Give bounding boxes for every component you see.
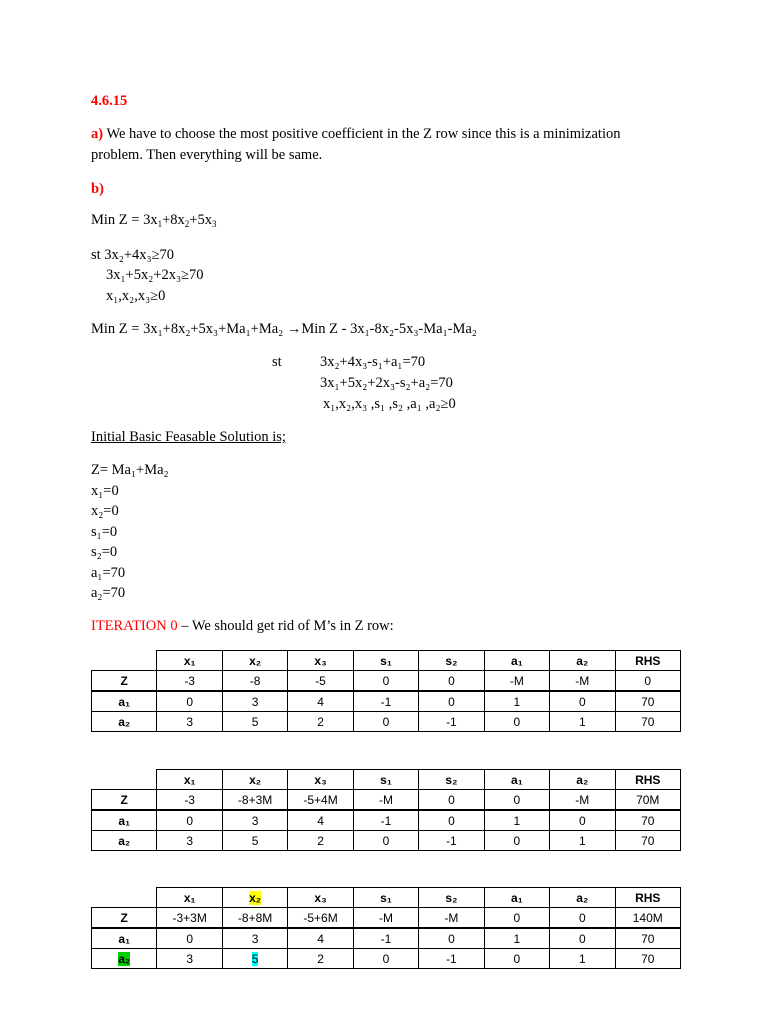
table-cell: 0 <box>419 691 484 712</box>
transformed-lhs: Min Z = 3x₁+8x₂+5x₃+Ma₁+Ma₂ <box>91 321 284 337</box>
table-cell: -8 <box>222 671 287 692</box>
table-cell: -1 <box>353 691 418 712</box>
table-cell: 0 <box>157 691 222 712</box>
row-label: a₂ <box>92 712 157 732</box>
row-label: a₁ <box>92 691 157 712</box>
simplex-table-3 <box>91 887 681 969</box>
constraint-1 <box>91 246 174 264</box>
corner-cell <box>92 888 157 908</box>
table-cell: 0 <box>157 810 222 831</box>
iteration-heading <box>91 617 394 635</box>
ibfs-title: Initial Basic Feasable Solution is; <box>91 429 286 445</box>
table-cell: -8+8M <box>222 908 287 929</box>
row-label: Z <box>92 790 157 811</box>
row-label: Z <box>92 671 157 692</box>
table-cell: 0 <box>419 790 484 811</box>
pivot-element-highlight: 5 <box>251 951 259 966</box>
simplex-table-2 <box>91 769 681 851</box>
table-cell: -3 <box>157 671 222 692</box>
table-header-row <box>92 888 681 908</box>
ibfs-value: s₂=0 <box>91 544 118 560</box>
objective-term1: Min Z = 3x <box>91 212 158 228</box>
table-cell: 0 <box>550 691 615 712</box>
table-cell: -3+3M <box>157 908 222 929</box>
table-cell: 1 <box>484 928 549 949</box>
table-cell: -1 <box>419 831 484 851</box>
table-cell: 3 <box>222 810 287 831</box>
col-header: x₁ <box>157 770 222 790</box>
table-cell: 0 <box>353 949 418 969</box>
arrow-icon: → <box>286 321 302 337</box>
corner-cell <box>92 651 157 671</box>
col-header: x₁ <box>157 651 222 671</box>
transformed-objective <box>91 320 477 338</box>
table-cell: 3 <box>157 949 222 969</box>
table-cell: 0 <box>419 671 484 692</box>
table-cell: 0 <box>157 928 222 949</box>
col-header: s₂ <box>419 770 484 790</box>
col-header: s₁ <box>353 651 418 671</box>
table-cell: 0 <box>484 712 549 732</box>
col-header: x₂ <box>222 651 287 671</box>
st-label: st <box>91 247 101 263</box>
table-row <box>92 712 681 732</box>
corner-cell <box>92 770 157 790</box>
table-cell: -M <box>550 671 615 692</box>
table-cell: 0 <box>550 928 615 949</box>
table-cell: -3 <box>157 790 222 811</box>
problem-number: 4.6.15 <box>91 93 128 109</box>
table-header-row <box>92 651 681 671</box>
table-cell: -M <box>419 908 484 929</box>
row-label: Z <box>92 908 157 929</box>
part-a-line1 <box>91 125 620 143</box>
iteration-text: – We should get rid of M’s in Z row: <box>177 618 394 634</box>
constraint-1-text: 3x₂+4x₃≥70 <box>104 247 175 263</box>
table-row <box>92 831 681 851</box>
part-b-label: b) <box>91 181 104 197</box>
table-cell-pivot <box>222 949 287 969</box>
table-cell: 70 <box>615 712 681 732</box>
col-header: a₂ <box>550 888 615 908</box>
table-row <box>92 691 681 712</box>
table-cell: 0 <box>484 790 549 811</box>
col-header: x₂ <box>222 770 287 790</box>
col-header: RHS <box>615 651 681 671</box>
table-cell: 4 <box>288 928 353 949</box>
table-cell: 0 <box>353 831 418 851</box>
table-cell: 0 <box>419 810 484 831</box>
row-label-leaving <box>92 949 157 969</box>
col-header: x₃ <box>288 651 353 671</box>
ibfs-value: x₂=0 <box>91 503 119 519</box>
table-cell: 3 <box>222 928 287 949</box>
table-cell: 1 <box>550 831 615 851</box>
table-cell: 3 <box>157 831 222 851</box>
part-a-text1: We have to choose the most positive coefficient in the Z row since this is a minimization <box>106 126 621 142</box>
table-cell: -M <box>353 908 418 929</box>
table-cell: 0 <box>353 712 418 732</box>
ibfs-value: x₁=0 <box>91 483 119 499</box>
table-row <box>92 671 681 692</box>
table-cell: 70 <box>615 831 681 851</box>
col-header: a₂ <box>550 651 615 671</box>
table-cell: 70M <box>615 790 681 811</box>
transformed-constraint-2: 3x₁+5x₂+2x₃-s₂+a₂=70 <box>320 375 453 391</box>
table-cell: 3 <box>157 712 222 732</box>
table-cell: 1 <box>484 810 549 831</box>
table-cell: 5 <box>222 712 287 732</box>
table-cell: 2 <box>288 831 353 851</box>
table-cell: 2 <box>288 949 353 969</box>
ibfs-value: a₂=70 <box>91 585 126 601</box>
table-cell: 0 <box>550 908 615 929</box>
table-cell: 70 <box>615 949 681 969</box>
table-cell: -M <box>550 790 615 811</box>
row-label: a₁ <box>92 928 157 949</box>
table-cell: 70 <box>615 691 681 712</box>
table-row <box>92 949 681 969</box>
transformed-constraint-3: x₁,x₂,x₃ ,s₁ ,s₂ ,a₁ ,a₂≥0 <box>323 396 456 412</box>
row-label: a₂ <box>92 831 157 851</box>
table-cell: -5+6M <box>288 908 353 929</box>
table-row <box>92 908 681 929</box>
transformed-constraint-1: 3x₂+4x₃-s₁+a₁=70 <box>320 354 426 370</box>
col-header: s₂ <box>419 888 484 908</box>
col-header: s₁ <box>353 770 418 790</box>
table-cell: 0 <box>419 928 484 949</box>
col-header: x₃ <box>288 770 353 790</box>
table-cell: 3 <box>222 691 287 712</box>
col-header: x₁ <box>157 888 222 908</box>
table-cell: 0 <box>615 671 681 692</box>
part-a-label: a) <box>91 126 104 142</box>
simplex-table-1 <box>91 650 681 732</box>
objective-term2: +8x <box>162 212 185 228</box>
col-header: x₃ <box>288 888 353 908</box>
table-cell: -1 <box>419 712 484 732</box>
transformed-rhs: Min Z - 3x₁-8x₂-5x₃-Ma₁-Ma₂ <box>301 321 477 337</box>
table-row <box>92 790 681 811</box>
table-cell: 0 <box>353 671 418 692</box>
entering-variable-highlight: x₂ <box>249 890 262 905</box>
ibfs-value: Z= Ma₁+Ma₂ <box>91 462 169 478</box>
table-cell: -1 <box>419 949 484 969</box>
row-label: a₁ <box>92 810 157 831</box>
table-cell: -M <box>353 790 418 811</box>
table-cell: -1 <box>353 928 418 949</box>
col-header: a₂ <box>550 770 615 790</box>
col-header-entering <box>222 888 287 908</box>
table-cell: 5 <box>222 831 287 851</box>
objective-function: Min $Z = 3x_1+8x_2+5x_3$ <box>91 212 217 229</box>
ibfs-value: a₁=70 <box>91 565 126 581</box>
table-cell: -1 <box>353 810 418 831</box>
table-cell: 2 <box>288 712 353 732</box>
table-cell: 4 <box>288 810 353 831</box>
table-header-row <box>92 770 681 790</box>
table-row <box>92 810 681 831</box>
col-header: s₂ <box>419 651 484 671</box>
table-cell: 0 <box>484 908 549 929</box>
table-cell: 1 <box>550 949 615 969</box>
objective-term3: +5x <box>189 212 212 228</box>
iteration-label: ITERATION 0 <box>91 618 178 634</box>
table-cell: -5+4M <box>288 790 353 811</box>
col-header: a₁ <box>484 770 549 790</box>
constraint-2: 3x₁+5x₂+2x₃≥70 <box>106 267 204 283</box>
col-header: RHS <box>615 888 681 908</box>
table-cell: 140M <box>615 908 681 929</box>
part-a-line2: problem. Then everything will be same. <box>91 147 323 163</box>
col-header: s₁ <box>353 888 418 908</box>
table-cell: 1 <box>550 712 615 732</box>
table-cell: -5 <box>288 671 353 692</box>
col-header: RHS <box>615 770 681 790</box>
table-row <box>92 928 681 949</box>
ibfs-value: s₁=0 <box>91 524 118 540</box>
leaving-variable-highlight: a₂ <box>118 951 131 966</box>
constraint-3: x₁,x₂,x₃≥0 <box>106 288 166 304</box>
col-header: a₁ <box>484 888 549 908</box>
table-cell: 0 <box>484 949 549 969</box>
table-cell: 4 <box>288 691 353 712</box>
table-cell: 70 <box>615 928 681 949</box>
transformed-st: st <box>272 354 282 370</box>
table-cell: -8+3M <box>222 790 287 811</box>
col-header: a₁ <box>484 651 549 671</box>
table-cell: 0 <box>550 810 615 831</box>
table-cell: -M <box>484 671 549 692</box>
table-cell: 0 <box>484 831 549 851</box>
table-cell: 1 <box>484 691 549 712</box>
table-cell: 70 <box>615 810 681 831</box>
